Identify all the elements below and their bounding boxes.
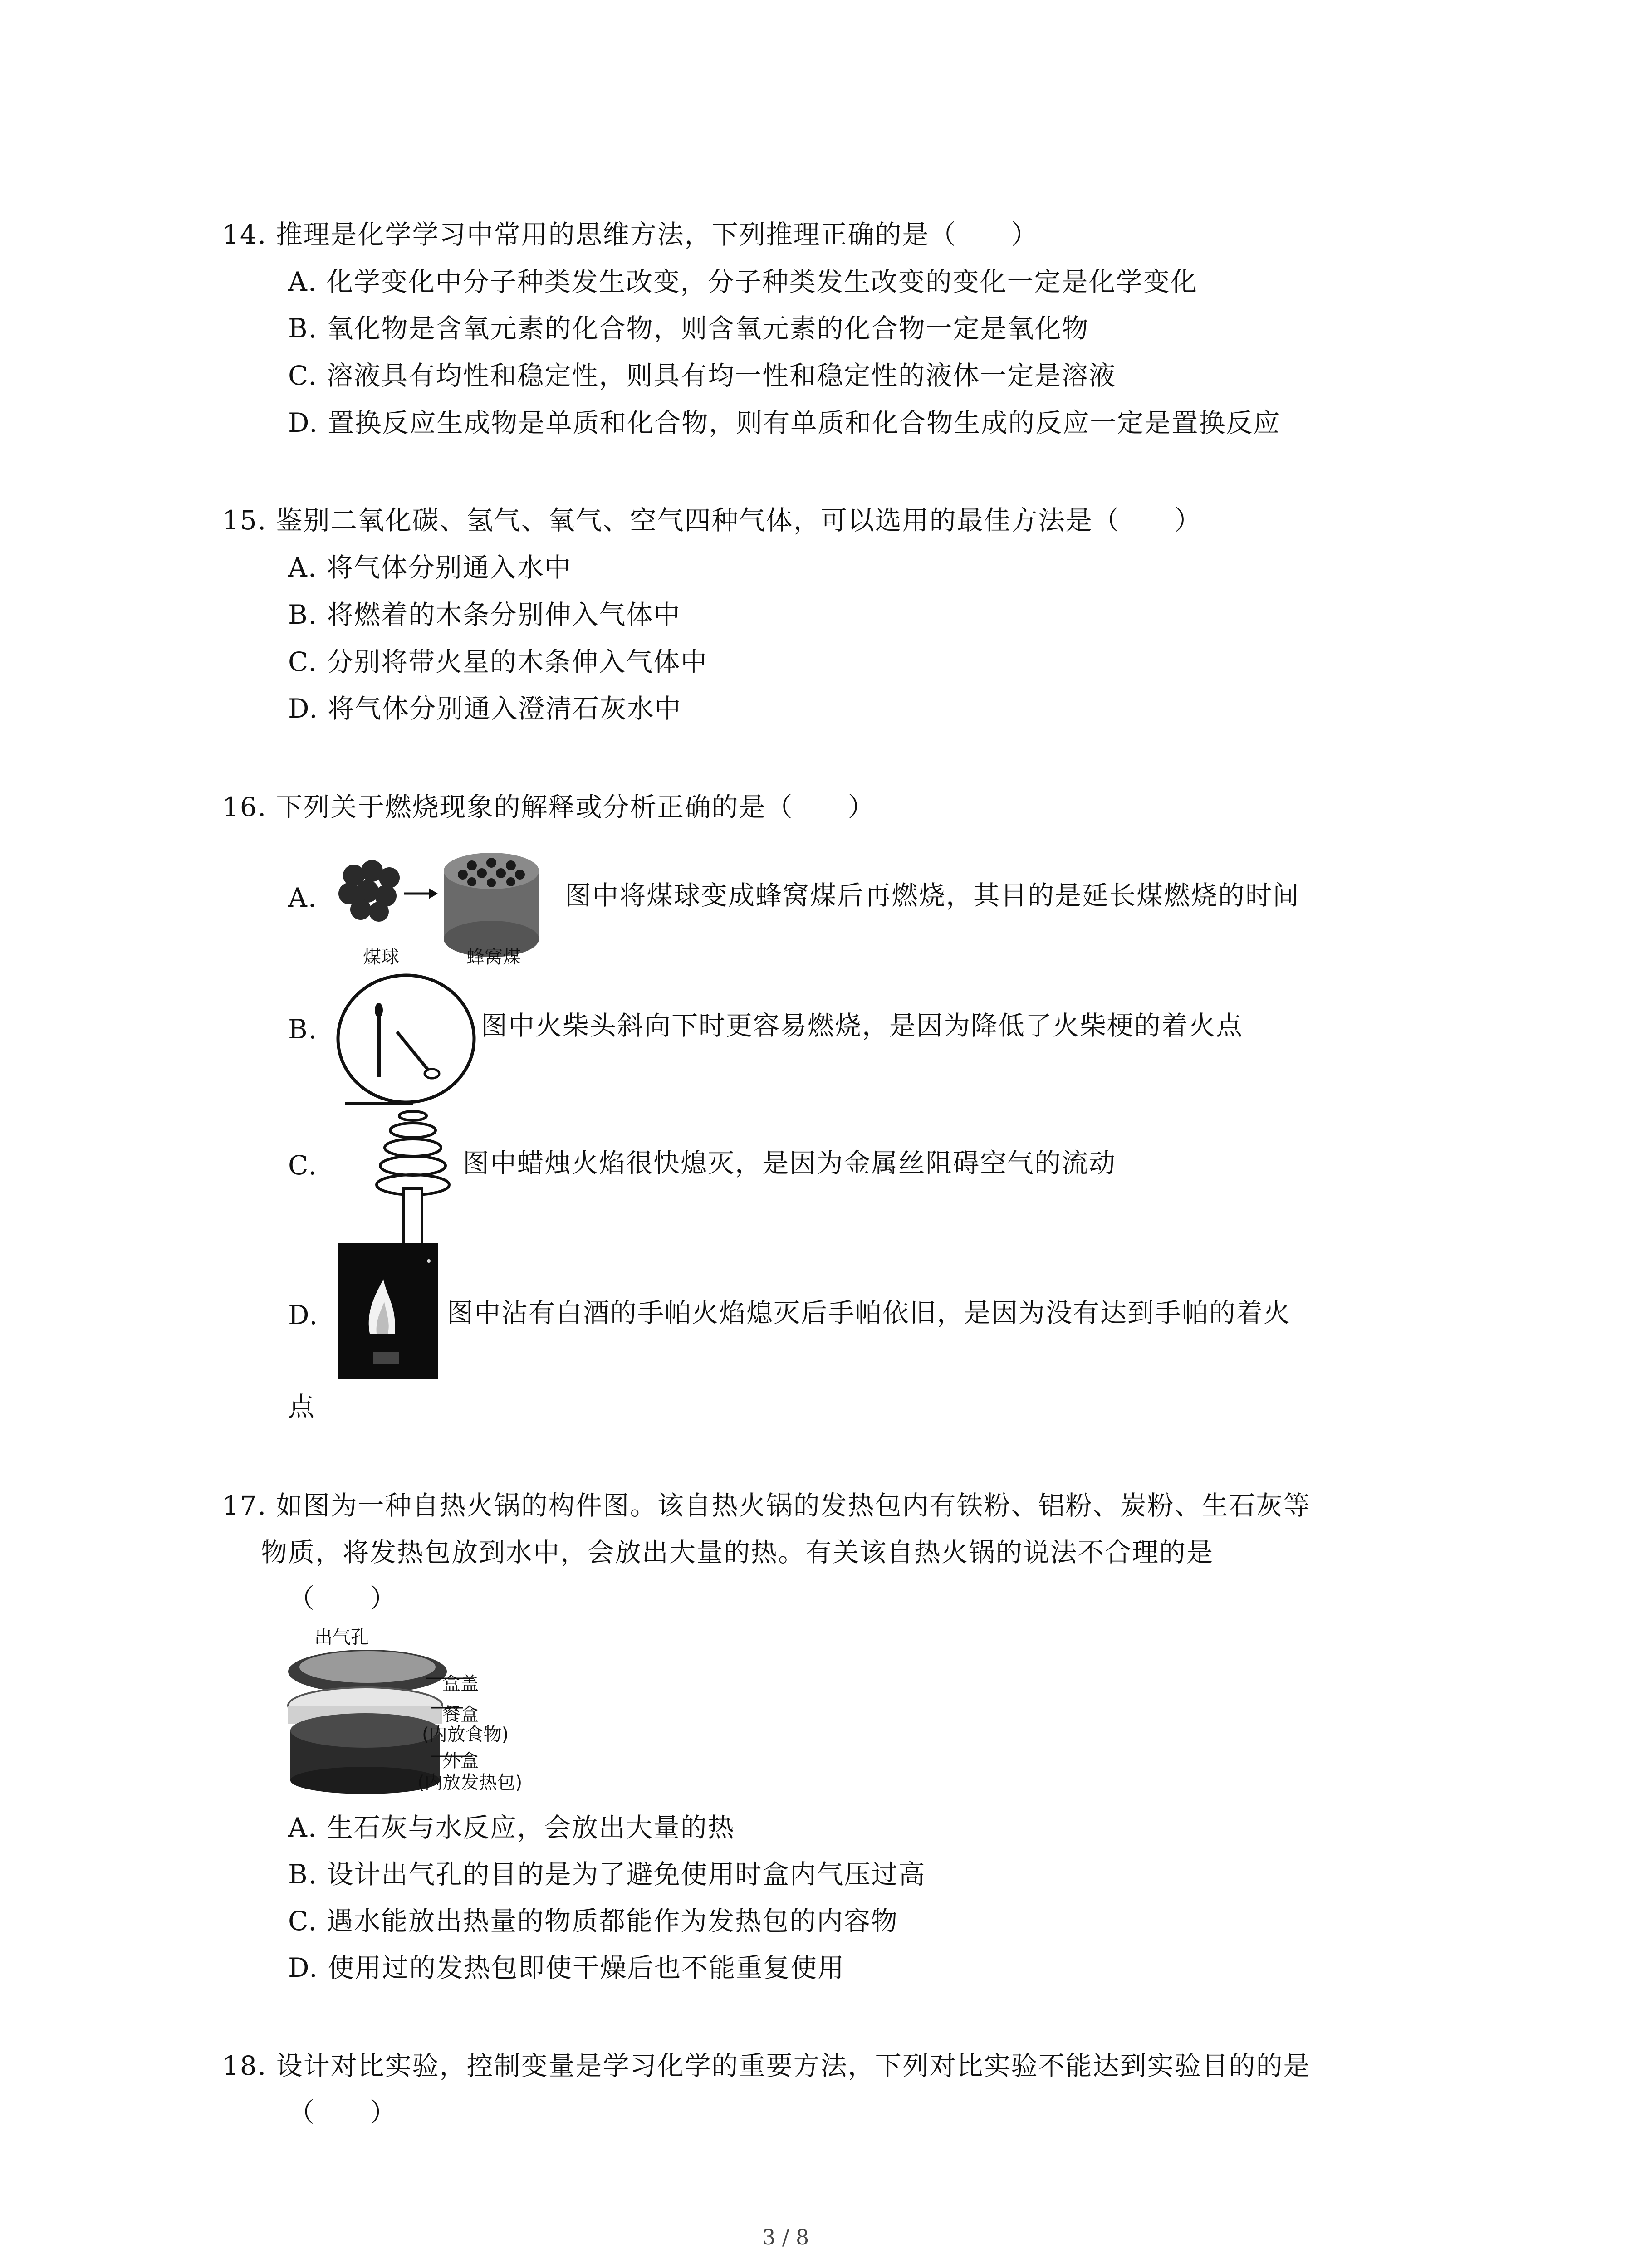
q16-stem: 16. 下列关于燃烧现象的解释或分析正确的是（ ） <box>222 792 875 822</box>
q18-stem-line2: （ ） <box>288 2097 397 2128</box>
q17-option-c: C. 遇水能放出热量的物质都能作为发热包的内容物 <box>288 1906 899 1936</box>
q17-stem-line3: （ ） <box>288 1583 397 1614</box>
q17-stem-line2: 物质，将发热包放到水中，会放出大量的热。有关该自热火锅的说法不合理的是 <box>261 1537 1214 1568</box>
q16-option-c-label: C. <box>288 1150 318 1181</box>
q18-stem-line1: 18. 设计对比实验，控制变量是学习化学的重要方法，下列对比实验不能达到实验目的的是 <box>222 2050 1311 2081</box>
food-tray-label: 餐盒 <box>442 1704 479 1725</box>
honeycomb-coal-caption: 蜂窝煤 <box>466 947 521 968</box>
candle-icon <box>404 1188 422 1250</box>
q14-option-a: A. 化学变化中分子种类发生改变，分子种类发生改变的变化一定是化学变化 <box>288 266 1198 297</box>
q15-option-a: A. 将气体分别通入水中 <box>288 552 572 583</box>
q15-stem: 15. 鉴别二氧化碳、氢气、氧气、空气四种气体，可以选用的最佳方法是（ ） <box>222 505 1202 536</box>
q14-stem: 14. 推理是化学学习中常用的思维方法，下列推理正确的是（ ） <box>222 219 1038 250</box>
q14-option-b: B. 氧化物是含氧元素的化合物，则含氧元素的化合物一定是氧化物 <box>288 313 1089 344</box>
coal-balls-icon <box>338 860 400 922</box>
coal-ball-caption: 煤球 <box>363 947 399 968</box>
page-number: 3 / 8 <box>762 2225 809 2249</box>
outer-box-note: (内放发热包) <box>417 1772 523 1793</box>
q16-option-c-text: 图中蜡烛火焰很快熄灭，是因为金属丝阻碍空气的流动 <box>463 1148 1117 1178</box>
q16-option-d-label: D. <box>288 1300 318 1330</box>
q16-option-b-label: B. <box>288 1014 318 1045</box>
outer-box-label: 外盒 <box>442 1750 479 1771</box>
match-figure <box>336 973 476 1105</box>
q14-option-c: C. 溶液具有均性和稳定性，则具有均一性和稳定性的液体一定是溶液 <box>288 360 1117 391</box>
lid-label: 盒盖 <box>442 1673 479 1694</box>
q16-option-d-text: 图中沾有白酒的手帕火焰熄灭后手帕依旧，是因为没有达到手帕的着火 <box>447 1297 1291 1328</box>
vent-hole-label: 出气孔 <box>314 1627 369 1648</box>
upright-match-icon <box>375 1003 383 1077</box>
q17-option-b: B. 设计出气孔的目的是为了避免使用时盒内气压过高 <box>288 1859 926 1890</box>
arrow-icon <box>404 888 438 899</box>
food-tray-note: (内放食物) <box>422 1724 509 1745</box>
honeycomb-briquette-icon <box>444 853 539 957</box>
q16-option-d-continuation: 点 <box>288 1391 316 1422</box>
candle-coil-figure <box>336 1098 472 1252</box>
burning-handkerchief-figure <box>338 1243 438 1379</box>
q16-option-b-text: 图中火柴头斜向下时更容易燃烧，是因为降低了火柴梗的着火点 <box>481 1010 1244 1041</box>
q14-option-d: D. 置换反应生成物是单质和化合物，则有单质和化合物生成的反应一定是置换反应 <box>288 407 1281 438</box>
q16-option-a-label: A. <box>288 882 318 913</box>
q15-option-c: C. 分别将带火星的木条伸入气体中 <box>288 646 708 677</box>
q17-option-d: D. 使用过的发热包即使干燥后也不能重复使用 <box>288 1952 845 1983</box>
tilted-match-icon <box>397 1032 439 1078</box>
metal-wire-coil-icon <box>345 1103 449 1195</box>
q17-option-a: A. 生石灰与水反应，会放出大量的热 <box>288 1812 735 1843</box>
q16-option-a-text: 图中将煤球变成蜂窝煤后再燃烧，其目的是延长煤燃烧的时间 <box>565 880 1300 911</box>
q15-option-d: D. 将气体分别通入澄清石灰水中 <box>288 693 682 724</box>
q17-stem-line1: 17. 如图为一种自热火锅的构件图。该自热火锅的发热包内有铁粉、铝粉、炭粉、生石灰等 <box>222 1490 1311 1521</box>
q15-option-b: B. 将燃着的木条分别伸入气体中 <box>288 599 681 630</box>
